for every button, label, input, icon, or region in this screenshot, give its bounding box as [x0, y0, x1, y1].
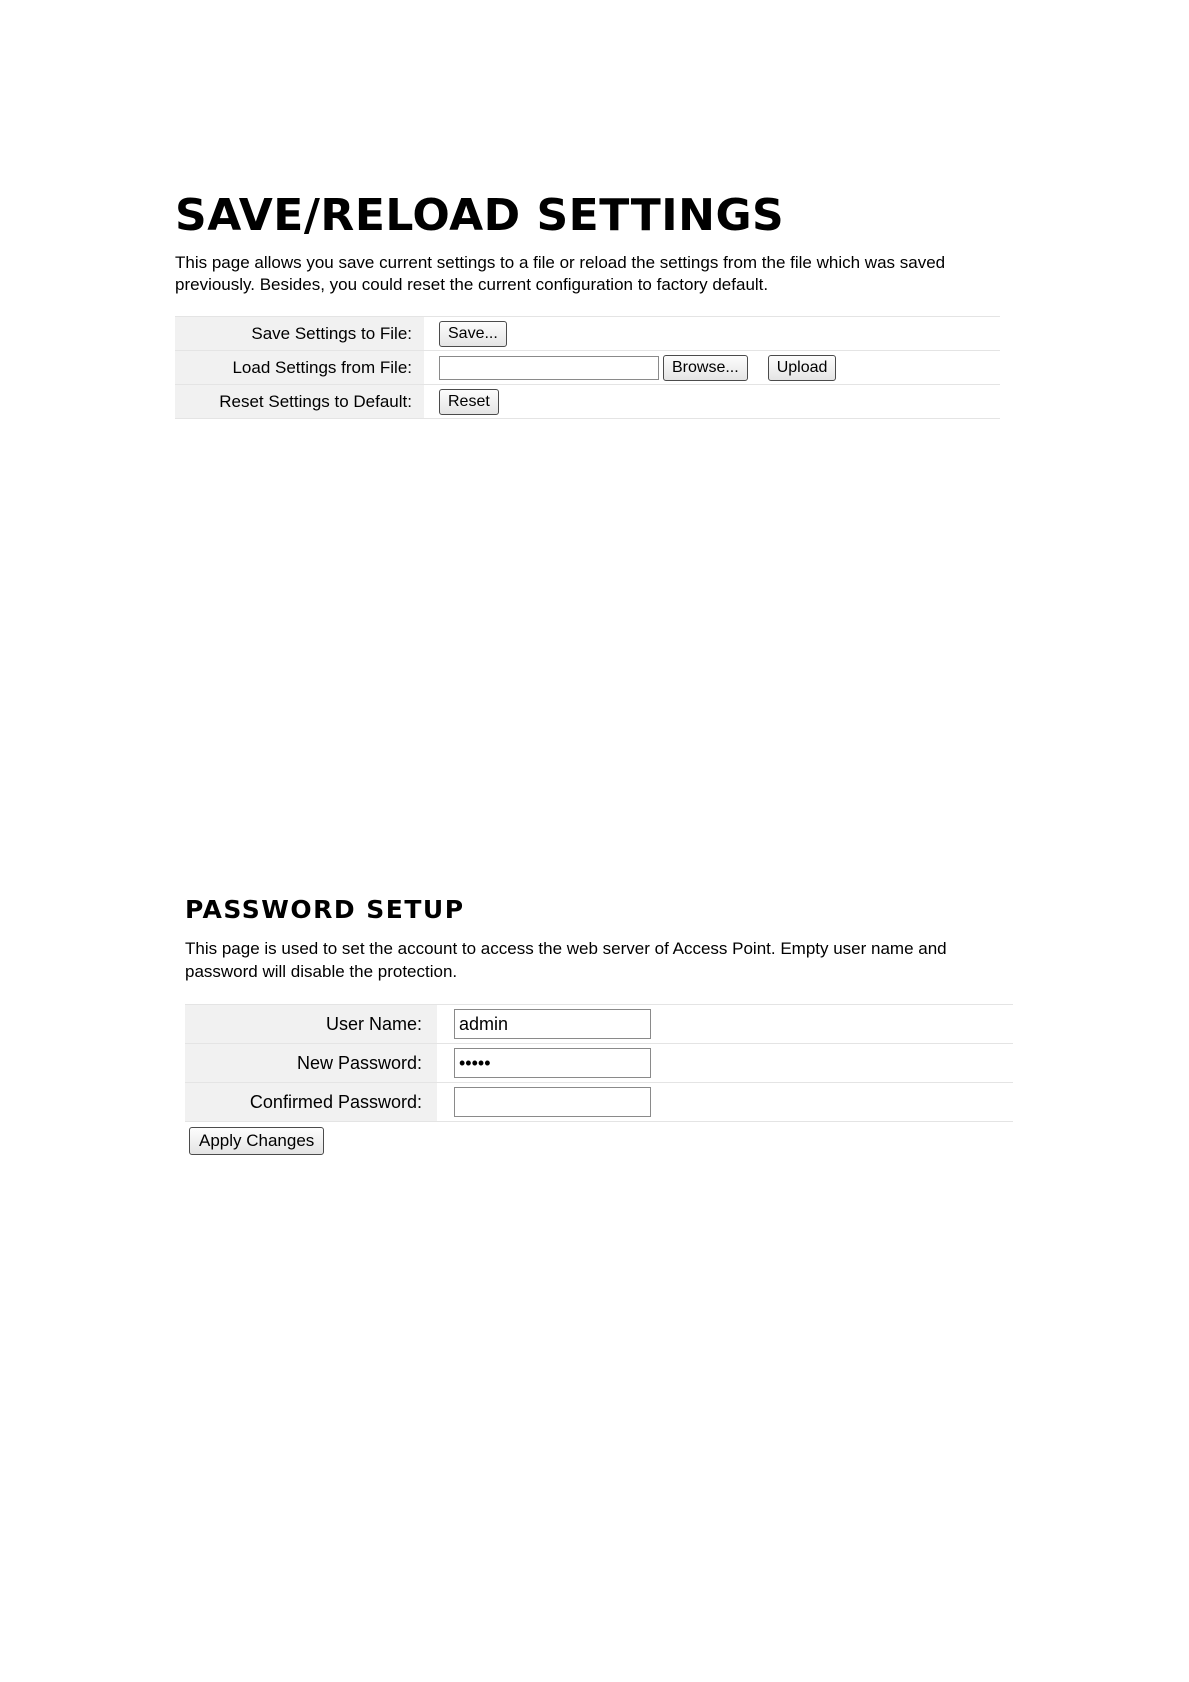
save-reload-table	[175, 316, 1000, 419]
new-password-label: New Password:	[185, 1044, 437, 1083]
save-reload-description: This page allows you save current settings to a file or reload the settings from the file which was saved previously. Besides, you could reset the current configuration to factory default.	[175, 253, 946, 294]
save-settings-row	[175, 317, 1000, 351]
save-reload-title: SAVE/RELOAD SETTINGS	[175, 190, 785, 241]
password-setup-title: PASSWORD SETUP	[185, 895, 465, 924]
save-button[interactable]: Save...	[439, 321, 507, 347]
upload-button[interactable]: Upload	[768, 355, 837, 381]
file-path-input[interactable]	[439, 356, 659, 380]
user-name-row	[185, 1005, 1013, 1044]
confirmed-password-label: Confirmed Password:	[185, 1083, 437, 1122]
load-settings-row	[175, 351, 1000, 385]
new-password-input[interactable]	[454, 1048, 651, 1078]
browse-button[interactable]: Browse...	[663, 355, 748, 381]
new-password-row	[185, 1044, 1013, 1083]
user-name-label: User Name:	[185, 1005, 437, 1044]
user-name-input[interactable]	[454, 1009, 651, 1039]
save-settings-label: Save Settings to File:	[175, 317, 424, 351]
reset-settings-label: Reset Settings to Default:	[175, 385, 424, 419]
reset-button[interactable]: Reset	[439, 389, 499, 415]
confirmed-password-row	[185, 1083, 1013, 1122]
password-setup-section	[185, 895, 1013, 1155]
password-setup-description: This page is used to set the account to access the web server of Access Point. Empty user name and password will disable the protection.	[185, 939, 947, 981]
save-reload-section	[175, 190, 1000, 419]
apply-changes-button[interactable]: Apply Changes	[189, 1127, 324, 1155]
confirmed-password-input[interactable]	[454, 1087, 651, 1117]
load-settings-label: Load Settings from File:	[175, 351, 424, 385]
password-table	[185, 1004, 1013, 1122]
reset-settings-row	[175, 385, 1000, 419]
